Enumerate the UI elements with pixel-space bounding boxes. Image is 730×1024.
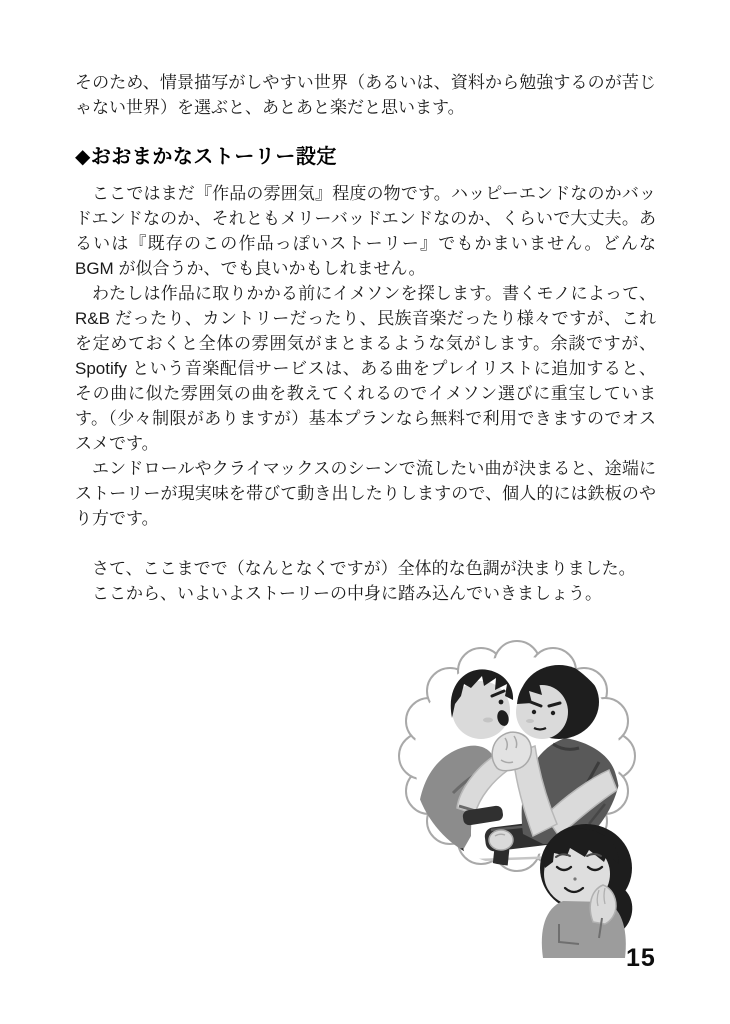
body-paragraph: エンドロールやクライマックスのシーンで流したい曲が決まると、途端にストーリーが現実味を帯びて動き出したりしますので、個人的には鉄板のやり方です。: [75, 459, 656, 528]
illustration-svg: [393, 638, 643, 958]
body-paragraph: ここではまだ『作品の雰囲気』程度の物です。ハッピーエンドなのかバッドエンドなのか、それともメリーバッドエンドなのか、くらいで大丈夫。あるいは『既存のこの作品っぽいストーリー』でもかまいません。どんな BGM が似合うか、でも良いかもしれません。: [75, 184, 656, 278]
daydreaming-woman: [540, 824, 632, 958]
page-number: 15: [626, 944, 656, 972]
closing-lines: [75, 556, 656, 606]
closing-line: さて、ここまでで（なんとなくですが）全体的な色調が決まりました。: [92, 559, 636, 578]
intro-paragraph: そのため、情景描写がしやすい世界（あるいは、資料から勉強するのが苦じゃない世界）を選ぶと、あとあと楽だと思います。: [75, 73, 656, 117]
daydream-armwrestling-illustration: [393, 638, 643, 958]
body-paragraph: わたしは作品に取りかかる前にイメソンを探します。書くモノによって、R&B だったり、カントリーだったり、民族音楽だったり様々ですが、これを定めておくと全体の雰囲気がまとまるような気がします。余談ですが、Spotify という音楽配信サービスは、ある曲をプレイリストに追加すると、その曲に似た雰囲気の曲を教えてくれるのでイメソン選びに重宝しています。（少々制限がありますが）基本プランなら無料で利用できますのでオススメです。: [75, 284, 656, 453]
page-content: [75, 70, 656, 606]
section-heading: ◆おおまかなストーリー設定: [75, 146, 337, 168]
clasped-fists: [492, 732, 531, 771]
closing-line: ここから、いよいよストーリーの中身に踏み込んでいきましょう。: [92, 584, 602, 603]
